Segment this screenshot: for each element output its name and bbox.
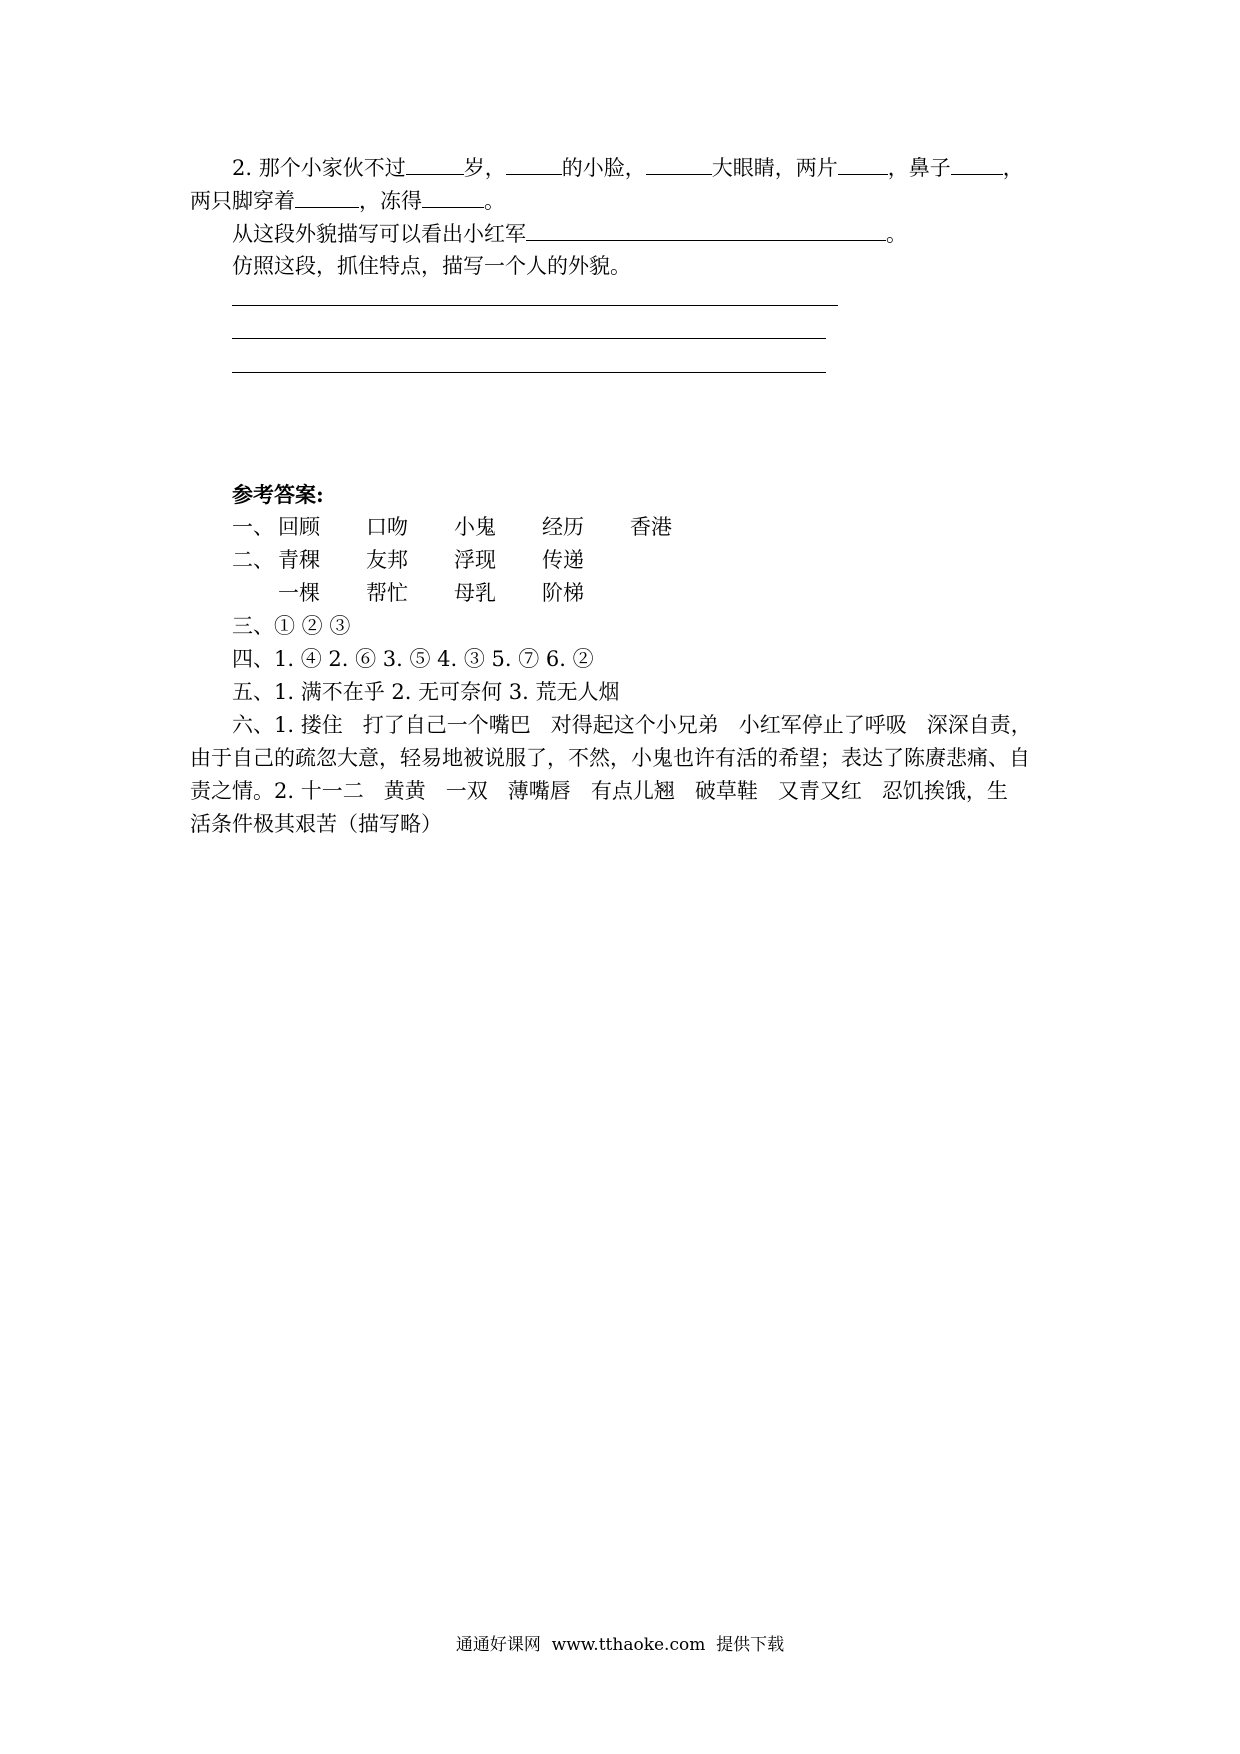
answer-six-line-4: 活条件极其艰苦（描写略） (190, 812, 442, 836)
text: ，鼻子 (887, 156, 951, 180)
writing-line-1[interactable] (232, 305, 838, 306)
blank-age[interactable] (406, 152, 464, 175)
blank-lips[interactable] (838, 152, 888, 175)
answers-heading: 参考答案: (232, 482, 324, 507)
page-footer: 通通好课网 www.tthaoke.com 提供下载 (455, 1635, 785, 1655)
text: 岁， (463, 156, 506, 180)
answer-item: 经历 (542, 515, 584, 539)
text: 。 (484, 189, 505, 213)
text: 。 (886, 222, 907, 246)
question-2-line-2 (190, 185, 505, 216)
answer-item: 口吻 (366, 515, 408, 539)
answer-item: 小鬼 (454, 515, 496, 539)
text: ，冻得 (359, 189, 422, 213)
question-2-line-4: 仿照这段，抓住特点，描写一个人的外貌。 (232, 254, 631, 278)
text: 两只脚穿着 (190, 189, 295, 213)
answer-item: 友邦 (366, 548, 408, 572)
blank-face[interactable] (506, 152, 562, 175)
question-2-line-3 (232, 218, 907, 249)
writing-line-3[interactable] (232, 372, 826, 373)
answer-label: 二、 (232, 548, 274, 572)
text: 的小脸， (561, 156, 646, 180)
answer-six-line-1: 六、1. 搂住 打了自己一个嘴巴 对得起这个小兄弟 小红军停止了呼吸 深深自责， (232, 713, 1032, 737)
text: 2. 那个小家伙不过 (232, 156, 406, 180)
answer-item: 母乳 (454, 581, 496, 605)
answer-six-line-3: 责之情。2. 十一二 黄黄 一双 薄嘴唇 有点儿翘 破草鞋 又青又红 忍饥挨饿，生 (190, 779, 1008, 803)
answer-four: 四、1. ④ 2. ⑥ 3. ⑤ 4. ③ 5. ⑦ 6. ② (232, 647, 594, 671)
blank-shoes[interactable] (295, 185, 359, 208)
blank-conclusion[interactable] (526, 218, 886, 241)
text: 大眼睛，两片 (711, 156, 838, 180)
blank-eyes[interactable] (646, 152, 712, 175)
answer-item: 阶梯 (542, 581, 584, 605)
answer-three: 三、① ② ③ (232, 614, 351, 638)
blank-frozen[interactable] (422, 185, 484, 208)
answer-six-line-2: 由于自己的疏忽大意，轻易地被说服了，不然，小鬼也许有活的希望；表达了陈赓悲痛、自 (190, 746, 1030, 770)
answer-item: 传递 (542, 548, 584, 572)
answer-five: 五、1. 满不在乎 2. 无可奈何 3. 荒无人烟 (232, 680, 620, 704)
answer-item: 香港 (630, 515, 672, 539)
answer-item: 青稞 (278, 548, 320, 572)
writing-line-2[interactable] (232, 338, 826, 339)
answer-item: 浮现 (454, 548, 496, 572)
question-2-line-1 (232, 152, 1024, 183)
answer-two-row-1 (232, 545, 630, 575)
answer-item: 回顾 (278, 515, 320, 539)
answer-two-row-2 (278, 578, 630, 608)
answer-one (232, 512, 718, 542)
answer-item: 帮忙 (366, 581, 408, 605)
blank-nose[interactable] (951, 152, 1003, 175)
answer-item: 一棵 (278, 581, 320, 605)
text: ， (1002, 156, 1024, 180)
answer-label: 一、 (232, 515, 274, 539)
text: 从这段外貌描写可以看出小红军 (232, 222, 526, 246)
